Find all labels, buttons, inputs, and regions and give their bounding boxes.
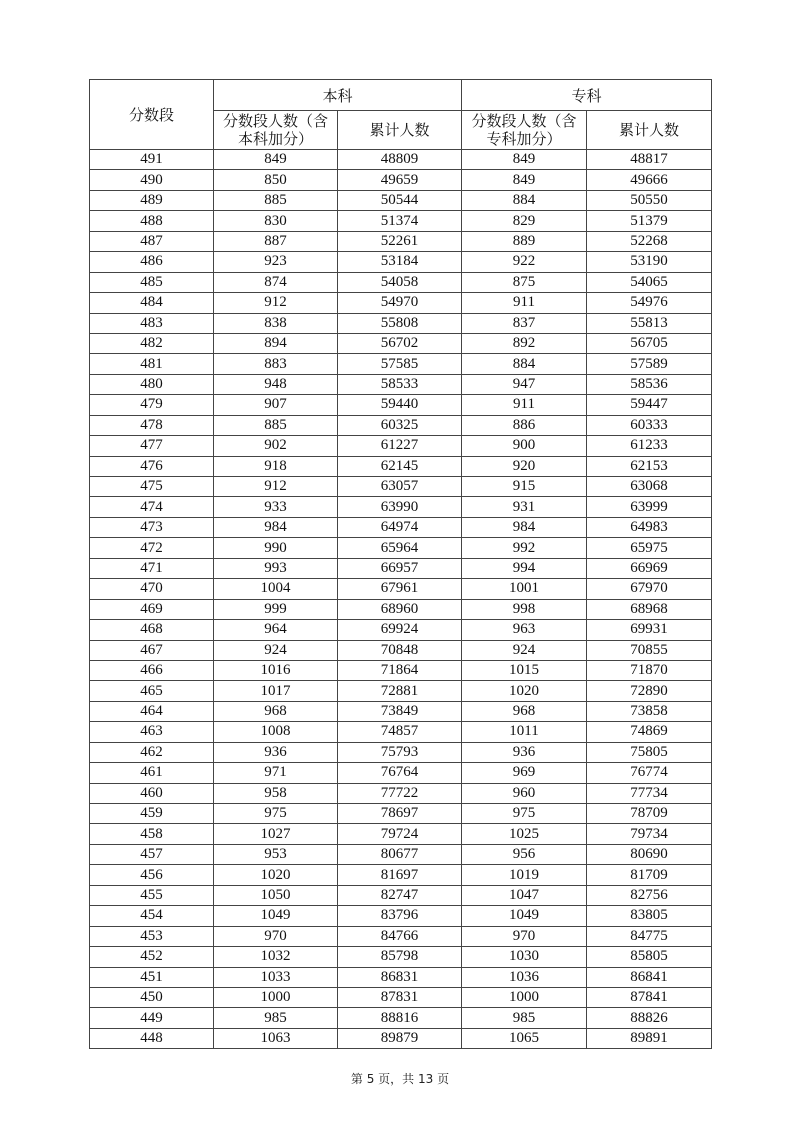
undergrad-cumulative-cell: 66957 — [338, 558, 462, 578]
undergrad-count-cell: 964 — [214, 620, 338, 640]
undergrad-cumulative-cell: 50544 — [338, 190, 462, 210]
undergrad-cumulative-cell: 87831 — [338, 987, 462, 1007]
junior-cumulative-cell: 79734 — [587, 824, 712, 844]
junior-cumulative-cell: 85805 — [587, 947, 712, 967]
table-row — [90, 517, 712, 537]
junior-cumulative-cell: 60333 — [587, 415, 712, 435]
junior-cumulative-cell: 66969 — [587, 558, 712, 578]
junior-count-cell: 1015 — [462, 660, 587, 680]
junior-cumulative-cell: 56705 — [587, 333, 712, 353]
junior-count-cell: 922 — [462, 252, 587, 272]
score-cell: 475 — [90, 477, 214, 497]
undergrad-count-cell: 830 — [214, 211, 338, 231]
junior-cumulative-cell: 64983 — [587, 517, 712, 537]
table-row — [90, 272, 712, 292]
undergrad-count-cell: 912 — [214, 477, 338, 497]
score-cell: 474 — [90, 497, 214, 517]
junior-cumulative-cell: 80690 — [587, 844, 712, 864]
undergrad-cumulative-cell: 69924 — [338, 620, 462, 640]
undergrad-cumulative-cell: 55808 — [338, 313, 462, 333]
undergrad-count-cell: 850 — [214, 170, 338, 190]
junior-count-cell: 956 — [462, 844, 587, 864]
undergrad-cumulative-cell: 67961 — [338, 579, 462, 599]
table-row — [90, 374, 712, 394]
undergrad-cumulative-cell: 79724 — [338, 824, 462, 844]
undergrad-count-cell: 1027 — [214, 824, 338, 844]
junior-count-cell: 915 — [462, 477, 587, 497]
undergrad-cumulative-cell: 76764 — [338, 763, 462, 783]
undergrad-count-cell: 968 — [214, 701, 338, 721]
table-row — [90, 231, 712, 251]
junior-cumulative-cell: 63999 — [587, 497, 712, 517]
score-cell: 470 — [90, 579, 214, 599]
table-row — [90, 681, 712, 701]
undergrad-cumulative-cell: 78697 — [338, 804, 462, 824]
score-cell: 459 — [90, 804, 214, 824]
undergrad-cumulative-cell: 59440 — [338, 395, 462, 415]
score-cell: 490 — [90, 170, 214, 190]
undergrad-cumulative-cell: 62145 — [338, 456, 462, 476]
undergrad-count-cell: 1016 — [214, 660, 338, 680]
junior-count-cell: 969 — [462, 763, 587, 783]
table-row — [90, 660, 712, 680]
table-body — [90, 150, 712, 1049]
table-row — [90, 252, 712, 272]
junior-count-cell: 892 — [462, 333, 587, 353]
undergrad-count-cell: 838 — [214, 313, 338, 333]
undergrad-count-cell: 874 — [214, 272, 338, 292]
table-row — [90, 333, 712, 353]
table-row — [90, 190, 712, 210]
junior-cumulative-cell: 82756 — [587, 885, 712, 905]
undergrad-cumulative-cell: 72881 — [338, 681, 462, 701]
junior-cumulative-cell: 73858 — [587, 701, 712, 721]
undergrad-count-cell: 883 — [214, 354, 338, 374]
score-cell: 448 — [90, 1028, 214, 1048]
table-row — [90, 170, 712, 190]
junior-count-cell: 970 — [462, 926, 587, 946]
junior-cumulative-cell: 67970 — [587, 579, 712, 599]
undergrad-count-cell: 894 — [214, 333, 338, 353]
score-cell: 479 — [90, 395, 214, 415]
undergrad-count-cell: 948 — [214, 374, 338, 394]
undergrad-cumulative-cell: 70848 — [338, 640, 462, 660]
undergrad-cumulative-cell: 88816 — [338, 1008, 462, 1028]
undergrad-cumulative-cell: 53184 — [338, 252, 462, 272]
undergrad-count-cell: 999 — [214, 599, 338, 619]
table-row — [90, 926, 712, 946]
junior-cumulative-cell: 59447 — [587, 395, 712, 415]
score-cell: 456 — [90, 865, 214, 885]
header-row-1 — [90, 80, 712, 111]
junior-cumulative-cell: 86841 — [587, 967, 712, 987]
table-row — [90, 844, 712, 864]
header-score-band: 分数段 — [90, 80, 214, 150]
undergrad-cumulative-cell: 84766 — [338, 926, 462, 946]
junior-count-cell: 936 — [462, 742, 587, 762]
score-cell: 462 — [90, 742, 214, 762]
undergrad-count-cell: 1033 — [214, 967, 338, 987]
table-row — [90, 415, 712, 435]
undergrad-cumulative-cell: 80677 — [338, 844, 462, 864]
junior-cumulative-cell: 78709 — [587, 804, 712, 824]
score-cell: 450 — [90, 987, 214, 1007]
undergrad-cumulative-cell: 68960 — [338, 599, 462, 619]
table-row — [90, 987, 712, 1007]
undergrad-count-cell: 1049 — [214, 906, 338, 926]
score-cell: 477 — [90, 436, 214, 456]
junior-count-cell: 920 — [462, 456, 587, 476]
table-row — [90, 906, 712, 926]
table-row — [90, 885, 712, 905]
junior-cumulative-cell: 55813 — [587, 313, 712, 333]
undergrad-count-cell: 953 — [214, 844, 338, 864]
junior-count-cell: 884 — [462, 354, 587, 374]
undergrad-cumulative-cell: 60325 — [338, 415, 462, 435]
score-cell: 460 — [90, 783, 214, 803]
junior-cumulative-cell: 62153 — [587, 456, 712, 476]
undergrad-count-cell: 918 — [214, 456, 338, 476]
undergrad-count-cell: 902 — [214, 436, 338, 456]
undergrad-cumulative-cell: 81697 — [338, 865, 462, 885]
undergrad-cumulative-cell: 63990 — [338, 497, 462, 517]
junior-count-cell: 992 — [462, 538, 587, 558]
undergrad-cumulative-cell: 54058 — [338, 272, 462, 292]
junior-count-cell: 900 — [462, 436, 587, 456]
undergrad-count-cell: 1050 — [214, 885, 338, 905]
table-row — [90, 1008, 712, 1028]
undergrad-cumulative-cell: 73849 — [338, 701, 462, 721]
undergrad-count-cell: 1017 — [214, 681, 338, 701]
junior-cumulative-cell: 81709 — [587, 865, 712, 885]
junior-count-cell: 998 — [462, 599, 587, 619]
junior-cumulative-cell: 51379 — [587, 211, 712, 231]
table-row — [90, 620, 712, 640]
junior-count-cell: 1011 — [462, 722, 587, 742]
table-row — [90, 763, 712, 783]
undergrad-cumulative-cell: 56702 — [338, 333, 462, 353]
undergrad-cumulative-cell: 52261 — [338, 231, 462, 251]
junior-count-cell: 1025 — [462, 824, 587, 844]
junior-cumulative-cell: 70855 — [587, 640, 712, 660]
undergrad-cumulative-cell: 85798 — [338, 947, 462, 967]
undergrad-cumulative-cell: 86831 — [338, 967, 462, 987]
junior-count-cell: 963 — [462, 620, 587, 640]
undergrad-count-cell: 885 — [214, 190, 338, 210]
junior-cumulative-cell: 54976 — [587, 293, 712, 313]
undergrad-count-cell: 912 — [214, 293, 338, 313]
junior-count-cell: 875 — [462, 272, 587, 292]
table-row — [90, 783, 712, 803]
table-row — [90, 211, 712, 231]
header-junior-college: 专科 — [462, 80, 712, 111]
score-cell: 472 — [90, 538, 214, 558]
table-row — [90, 313, 712, 333]
score-cell: 484 — [90, 293, 214, 313]
undergrad-count-cell: 1008 — [214, 722, 338, 742]
undergrad-count-cell: 985 — [214, 1008, 338, 1028]
junior-cumulative-cell: 89891 — [587, 1028, 712, 1048]
score-cell: 463 — [90, 722, 214, 742]
undergrad-count-cell: 971 — [214, 763, 338, 783]
score-cell: 454 — [90, 906, 214, 926]
junior-count-cell: 1020 — [462, 681, 587, 701]
junior-count-cell: 1001 — [462, 579, 587, 599]
junior-count-cell: 968 — [462, 701, 587, 721]
undergrad-count-cell: 993 — [214, 558, 338, 578]
undergrad-count-cell: 1000 — [214, 987, 338, 1007]
undergrad-count-cell: 958 — [214, 783, 338, 803]
junior-count-cell: 985 — [462, 1008, 587, 1028]
undergrad-cumulative-cell: 51374 — [338, 211, 462, 231]
table-row — [90, 579, 712, 599]
score-cell: 473 — [90, 517, 214, 537]
table-row — [90, 497, 712, 517]
junior-cumulative-cell: 54065 — [587, 272, 712, 292]
score-cell: 452 — [90, 947, 214, 967]
undergrad-count-cell: 1032 — [214, 947, 338, 967]
score-cell: 468 — [90, 620, 214, 640]
junior-cumulative-cell: 72890 — [587, 681, 712, 701]
score-cell: 465 — [90, 681, 214, 701]
table-row — [90, 701, 712, 721]
undergrad-count-cell: 1004 — [214, 579, 338, 599]
undergrad-count-cell: 924 — [214, 640, 338, 660]
undergrad-cumulative-cell: 61227 — [338, 436, 462, 456]
score-cell: 458 — [90, 824, 214, 844]
junior-count-cell: 884 — [462, 190, 587, 210]
undergrad-cumulative-cell: 75793 — [338, 742, 462, 762]
junior-cumulative-cell: 76774 — [587, 763, 712, 783]
junior-cumulative-cell: 49666 — [587, 170, 712, 190]
score-cell: 491 — [90, 150, 214, 170]
undergrad-cumulative-cell: 65964 — [338, 538, 462, 558]
undergrad-count-cell: 970 — [214, 926, 338, 946]
header-undergrad-cumulative: 累计人数 — [338, 111, 462, 150]
score-cell: 451 — [90, 967, 214, 987]
page-footer: 第 5 页，共 13 页 — [350, 1072, 450, 1086]
junior-count-cell: 1000 — [462, 987, 587, 1007]
score-distribution-table — [89, 79, 712, 1049]
undergrad-count-cell: 849 — [214, 150, 338, 170]
undergrad-cumulative-cell: 58533 — [338, 374, 462, 394]
score-cell: 449 — [90, 1008, 214, 1028]
score-cell: 486 — [90, 252, 214, 272]
score-cell: 453 — [90, 926, 214, 946]
table-row — [90, 456, 712, 476]
junior-cumulative-cell: 71870 — [587, 660, 712, 680]
undergrad-count-cell: 984 — [214, 517, 338, 537]
undergrad-count-cell: 933 — [214, 497, 338, 517]
junior-count-cell: 829 — [462, 211, 587, 231]
table-row — [90, 967, 712, 987]
table-row — [90, 1028, 712, 1048]
header-undergrad-count: 分数段人数（含本科加分） — [214, 111, 338, 150]
undergrad-cumulative-cell: 57585 — [338, 354, 462, 374]
header-junior-cumulative: 累计人数 — [587, 111, 712, 150]
table-row — [90, 865, 712, 885]
undergrad-cumulative-cell: 77722 — [338, 783, 462, 803]
junior-cumulative-cell: 52268 — [587, 231, 712, 251]
junior-cumulative-cell: 74869 — [587, 722, 712, 742]
junior-cumulative-cell: 63068 — [587, 477, 712, 497]
junior-cumulative-cell: 50550 — [587, 190, 712, 210]
undergrad-count-cell: 923 — [214, 252, 338, 272]
junior-count-cell: 1049 — [462, 906, 587, 926]
table-row — [90, 947, 712, 967]
junior-count-cell: 886 — [462, 415, 587, 435]
undergrad-count-cell: 990 — [214, 538, 338, 558]
score-cell: 483 — [90, 313, 214, 333]
junior-count-cell: 849 — [462, 150, 587, 170]
undergrad-cumulative-cell: 82747 — [338, 885, 462, 905]
junior-cumulative-cell: 58536 — [587, 374, 712, 394]
junior-count-cell: 1047 — [462, 885, 587, 905]
junior-count-cell: 984 — [462, 517, 587, 537]
header-undergrad: 本科 — [214, 80, 462, 111]
score-cell: 482 — [90, 333, 214, 353]
score-cell: 469 — [90, 599, 214, 619]
junior-count-cell: 849 — [462, 170, 587, 190]
junior-cumulative-cell: 53190 — [587, 252, 712, 272]
score-cell: 488 — [90, 211, 214, 231]
score-cell: 467 — [90, 640, 214, 660]
score-cell: 476 — [90, 456, 214, 476]
table-row — [90, 436, 712, 456]
undergrad-count-cell: 975 — [214, 804, 338, 824]
score-cell: 481 — [90, 354, 214, 374]
score-cell: 489 — [90, 190, 214, 210]
junior-cumulative-cell: 69931 — [587, 620, 712, 640]
junior-cumulative-cell: 84775 — [587, 926, 712, 946]
undergrad-cumulative-cell: 89879 — [338, 1028, 462, 1048]
undergrad-cumulative-cell: 71864 — [338, 660, 462, 680]
junior-count-cell: 1036 — [462, 967, 587, 987]
junior-count-cell: 889 — [462, 231, 587, 251]
undergrad-count-cell: 936 — [214, 742, 338, 762]
undergrad-count-cell: 887 — [214, 231, 338, 251]
junior-cumulative-cell: 87841 — [587, 987, 712, 1007]
junior-count-cell: 911 — [462, 293, 587, 313]
undergrad-cumulative-cell: 83796 — [338, 906, 462, 926]
junior-cumulative-cell: 88826 — [587, 1008, 712, 1028]
undergrad-cumulative-cell: 49659 — [338, 170, 462, 190]
score-cell: 455 — [90, 885, 214, 905]
undergrad-count-cell: 1020 — [214, 865, 338, 885]
junior-count-cell: 1030 — [462, 947, 587, 967]
undergrad-cumulative-cell: 64974 — [338, 517, 462, 537]
junior-count-cell: 1065 — [462, 1028, 587, 1048]
score-cell: 466 — [90, 660, 214, 680]
junior-cumulative-cell: 57589 — [587, 354, 712, 374]
junior-count-cell: 924 — [462, 640, 587, 660]
score-cell: 485 — [90, 272, 214, 292]
undergrad-cumulative-cell: 54970 — [338, 293, 462, 313]
junior-cumulative-cell: 77734 — [587, 783, 712, 803]
table-row — [90, 804, 712, 824]
table-row — [90, 538, 712, 558]
junior-cumulative-cell: 48817 — [587, 150, 712, 170]
score-cell: 464 — [90, 701, 214, 721]
table-row — [90, 599, 712, 619]
table-row — [90, 150, 712, 170]
undergrad-count-cell: 907 — [214, 395, 338, 415]
undergrad-cumulative-cell: 63057 — [338, 477, 462, 497]
undergrad-cumulative-cell: 74857 — [338, 722, 462, 742]
table-row — [90, 354, 712, 374]
junior-count-cell: 837 — [462, 313, 587, 333]
score-cell: 480 — [90, 374, 214, 394]
score-cell: 471 — [90, 558, 214, 578]
undergrad-count-cell: 1063 — [214, 1028, 338, 1048]
table-row — [90, 477, 712, 497]
score-cell: 461 — [90, 763, 214, 783]
junior-count-cell: 975 — [462, 804, 587, 824]
junior-count-cell: 911 — [462, 395, 587, 415]
junior-cumulative-cell: 68968 — [587, 599, 712, 619]
table-row — [90, 558, 712, 578]
table-row — [90, 824, 712, 844]
score-cell: 478 — [90, 415, 214, 435]
table-row — [90, 640, 712, 660]
junior-count-cell: 947 — [462, 374, 587, 394]
junior-count-cell: 994 — [462, 558, 587, 578]
score-cell: 487 — [90, 231, 214, 251]
undergrad-count-cell: 885 — [214, 415, 338, 435]
junior-cumulative-cell: 61233 — [587, 436, 712, 456]
header-junior-count: 分数段人数（含专科加分） — [462, 111, 587, 150]
table-row — [90, 395, 712, 415]
junior-count-cell: 1019 — [462, 865, 587, 885]
table-row — [90, 742, 712, 762]
junior-cumulative-cell: 83805 — [587, 906, 712, 926]
table-row — [90, 722, 712, 742]
undergrad-cumulative-cell: 48809 — [338, 150, 462, 170]
score-cell: 457 — [90, 844, 214, 864]
junior-count-cell: 960 — [462, 783, 587, 803]
junior-cumulative-cell: 65975 — [587, 538, 712, 558]
junior-cumulative-cell: 75805 — [587, 742, 712, 762]
junior-count-cell: 931 — [462, 497, 587, 517]
table-row — [90, 293, 712, 313]
